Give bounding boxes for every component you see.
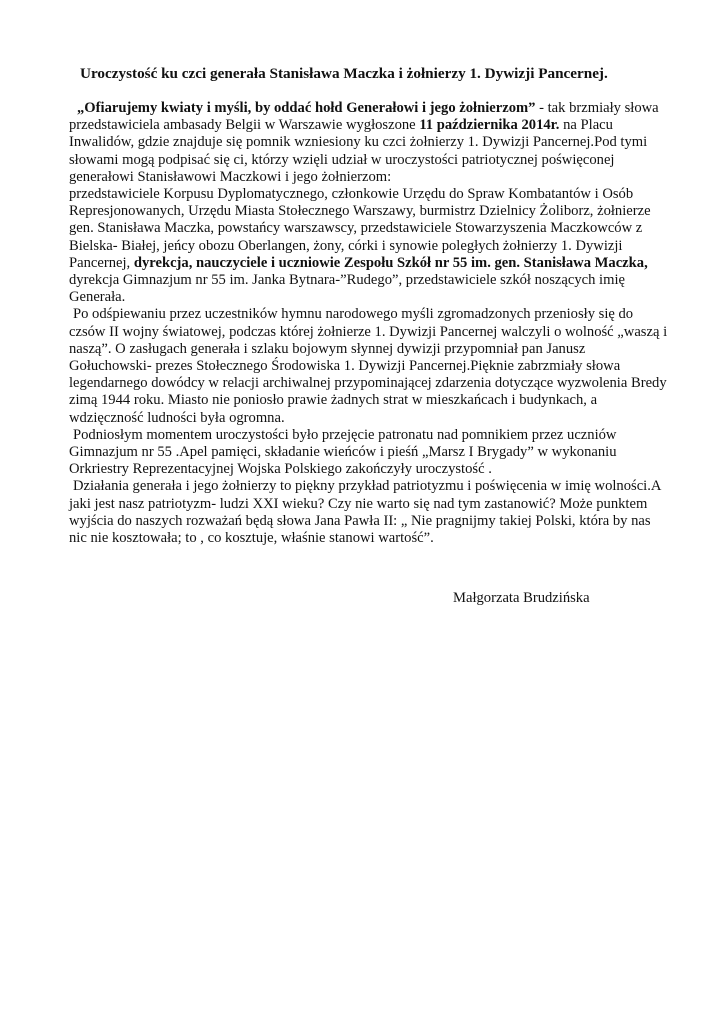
participants-text-part2: dyrekcja Gimnazjum nr 55 im. Janka Bytnara-”Rudego”, przedstawiciele szkół noszących imię Generała. bbox=[69, 272, 625, 306]
paragraph-patronage: Podniosłym momentem uroczystości było przejęcie patronatu nad pomnikiem przez uczniów Gimnazjum nr 55 .Apel pamięci, składanie wieńców i pieśń „Marsz I Brygady” w wykonaniu Orkriestry Reprezentacyjnej Wojska Polskiego zakończyły uroczystość . bbox=[69, 426, 617, 478]
paragraph-participants bbox=[69, 186, 669, 306]
paragraph-anthem: Po odśpiewaniu przez uczestników hymnu narodowego myśli zgromadzonych przeniosły się do czsów II wojny światowej, podczas której żołnierze 1. Dywizji Pancernej walczyli o wolność „waszą i naszą”. O zasługach generała i szlaku bojowym słynnej dywizji przypomniał pan Janusz Gołuchowski- prezes Stołecznego Środowiska 1. Dywizji Pancernej.Pięknie zabrzmiały słowa legendarnego dowódcy w relacji archiwalnej przypominającej zdarzenia dotyczące wyzwolenia Bredy zimą 1944 roku. Miasto nie poniosło prawie żadnych strat w mieszkańcach i budynkach, a wdzięczność ludności była ogromna. bbox=[69, 306, 668, 426]
author-signature: Małgorzata Brudzińska bbox=[453, 590, 590, 606]
opening-quote: „Ofiarujemy kwiaty i myśli, by oddać hołd Generałowi i jego żołnierzom” bbox=[77, 100, 536, 116]
paragraph-intro bbox=[69, 100, 669, 186]
school-highlight: dyrekcja, nauczyciele i uczniowie Zespołu Szkół nr 55 im. gen. Stanisława Maczka, bbox=[133, 254, 648, 271]
intro-text-part1: - tak brzmiały słowa przedstawiciela ambasady Belgii w Warszawie wygłoszone bbox=[69, 100, 659, 134]
document-body bbox=[69, 100, 669, 547]
document-title: Uroczystość ku czci generała Stanisława Maczka i żołnierzy 1. Dywizji Pancernej. bbox=[80, 65, 608, 82]
event-date: 11 października 2014r. bbox=[419, 117, 560, 134]
participants-text-part1: przedstawiciele Korpusu Dyplomatycznego, członkowie Urzędu do Spraw Kombatantów i Osób Represjonowanych, Urzędu Miasta Stołecznego Warszawy, burmistrz Dzielnicy Żoliborz, żołnierze gen. Stanisława Maczka, powstańcy warszawscy, przedstawiciele Stowarzyszenia Maczkowców z Bielska- Białej, jeńcy obozu Oberlangen, żony, córki i synowie poległych żołnierzy 1. Dywizji Pancernej, bbox=[69, 186, 651, 271]
paragraph-reflection: Działania generała i jego żołnierzy to piękny przykład patriotyzmu i poświęcenia w imię wolności.A jaki jest nasz patriotyzm- ludzi XXI wieku? Czy nie warto się nad tym zastanowić? Może punktem wyjścia do naszych rozważań będą słowa Jana Pawła II: „ Nie pragnijmy takiej Polski, która by nas nic nie kosztowała; to , co kosztuje, właśnie stanowi wartość”. bbox=[69, 478, 661, 547]
intro-text-part2: na Placu Inwalidów, gdzie znajduje się pomnik wzniesiony ku czci żołnierzy 1. Dywizji Pancernej.Pod tymi słowami mogą podpisać się ci, którzy wzięli udział w uroczystości patriotycznej poświęconej generałowi Stanisławowi Maczkowi i jego żołnierzom: bbox=[69, 117, 648, 185]
